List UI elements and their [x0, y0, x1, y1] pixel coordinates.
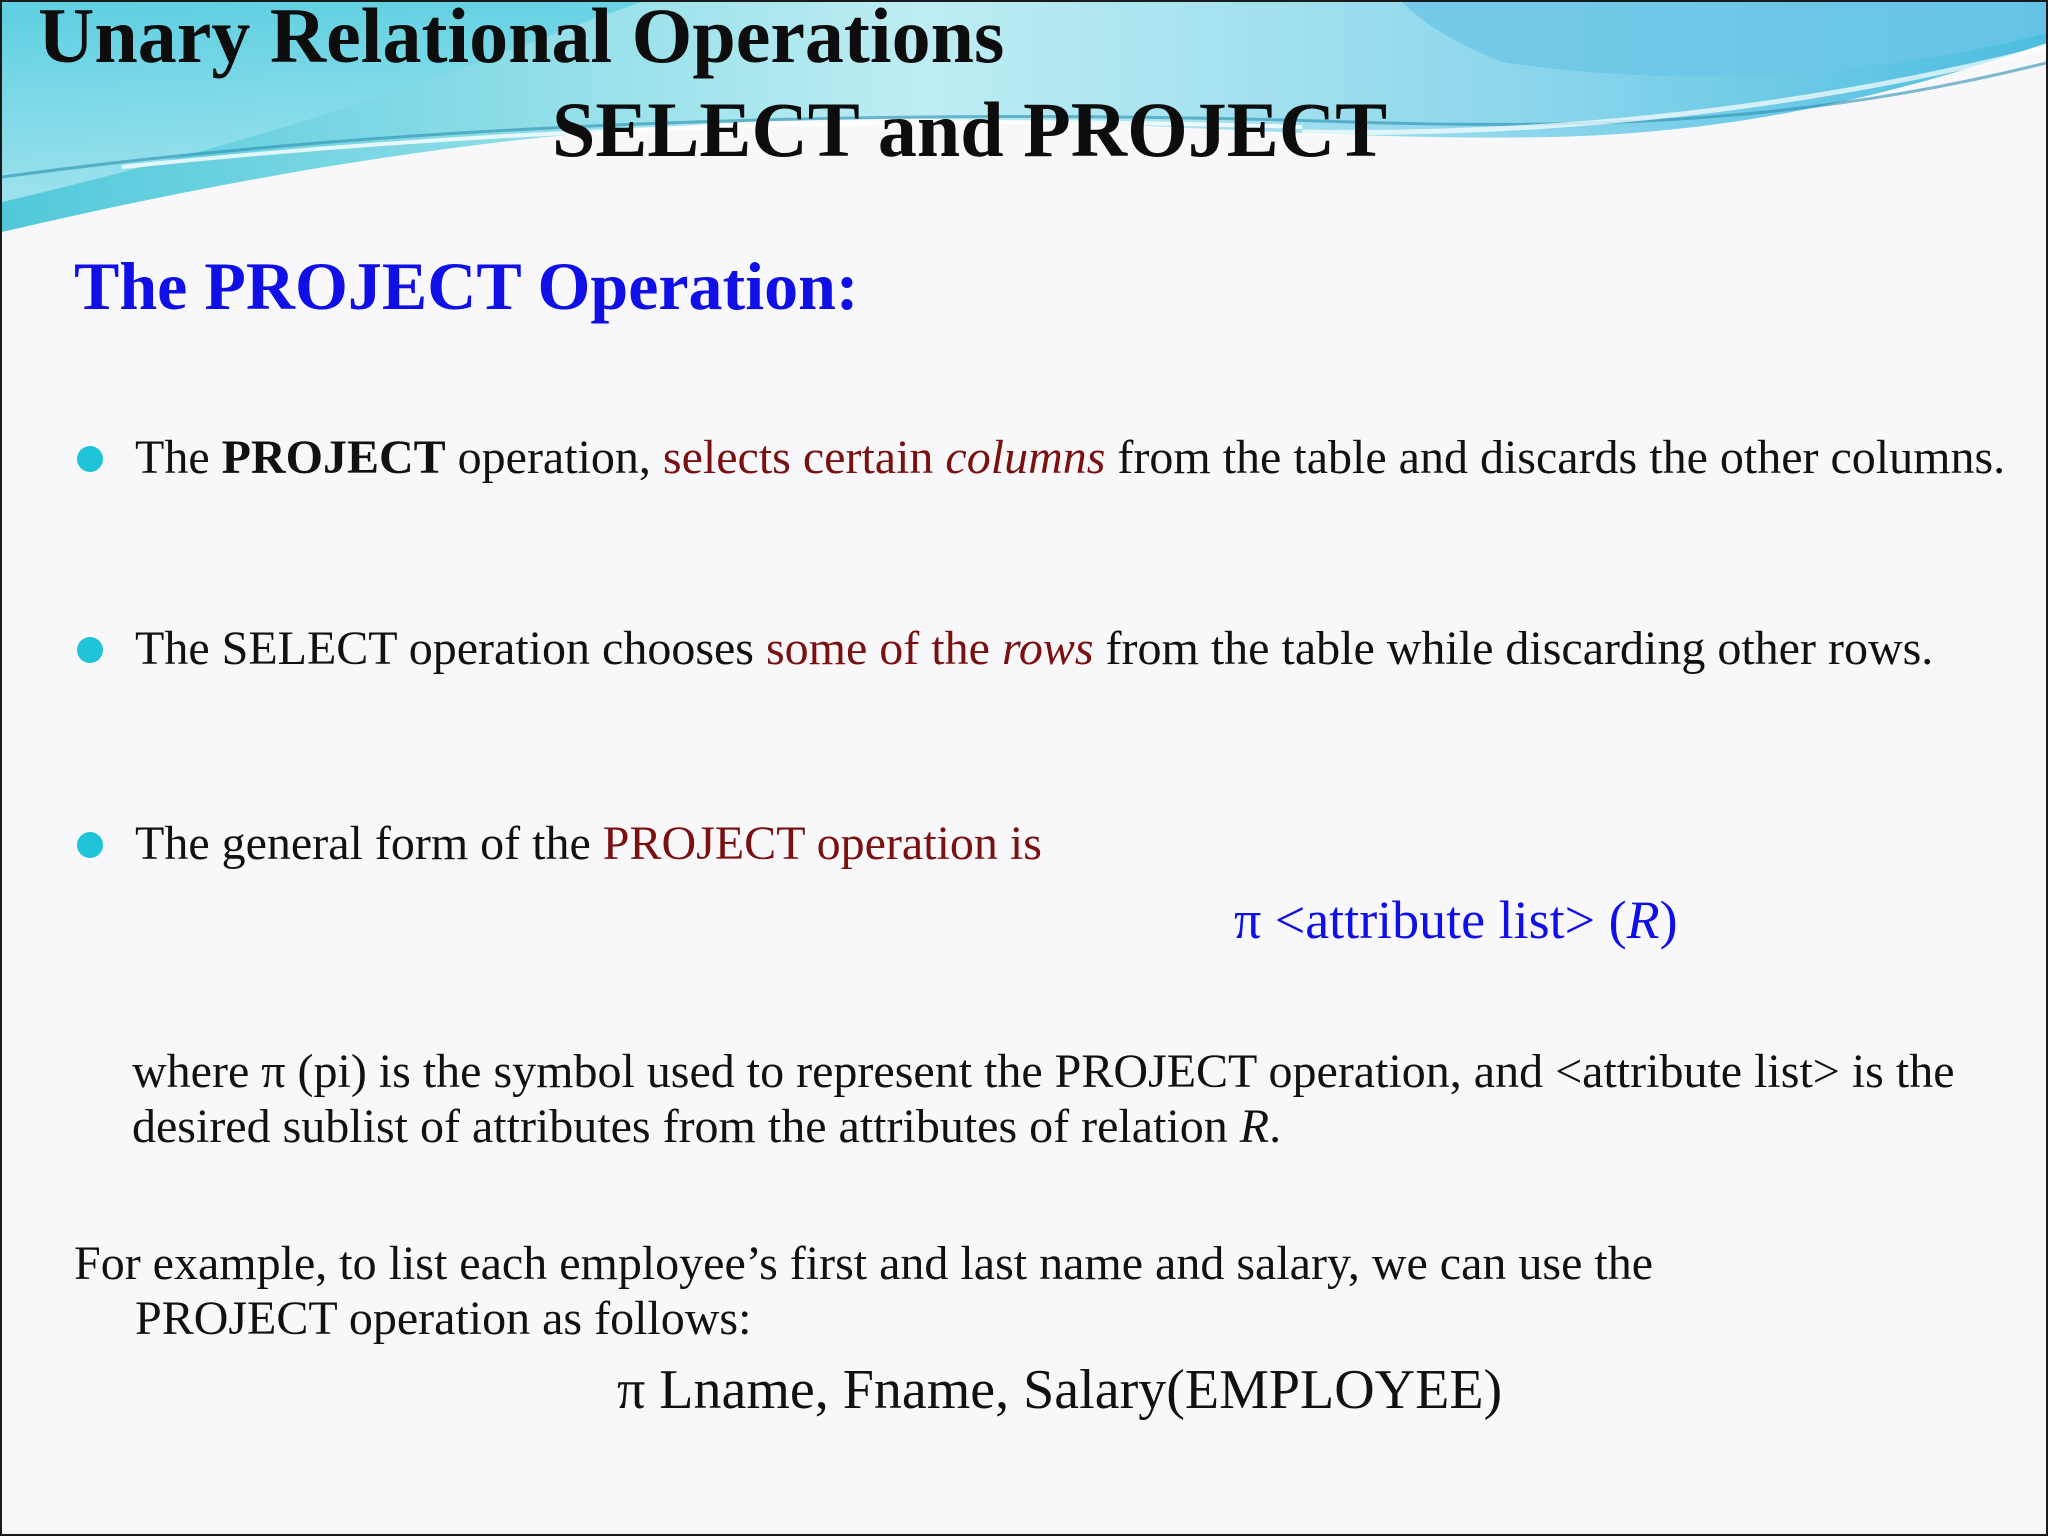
- formula-prefix: π <attribute list> (: [1234, 890, 1627, 950]
- where-text: where π (pi) is the symbol used to represent the PROJECT operation, and <attribute list> is the desired sublist of attributes from the attributes of relation: [132, 1045, 1955, 1153]
- bullet-text: The general form of the: [135, 817, 603, 870]
- bullet-highlight: some of the: [765, 622, 1002, 675]
- project-general-formula: [1234, 890, 1678, 950]
- where-end: .: [1269, 1100, 1282, 1153]
- bullet-dot-icon: [77, 446, 103, 472]
- formula-relation-var: R: [1626, 890, 1660, 950]
- bullet-text: from the table and discards the other columns.: [1105, 431, 2006, 484]
- section-heading: The PROJECT Operation:: [74, 248, 859, 324]
- slide-title-line1: Unary Relational Operations: [38, 0, 1005, 79]
- bullet-project-definition: [135, 430, 2015, 485]
- bullet-general-form: [135, 816, 2015, 871]
- bullet-highlight-italic: rows: [1001, 622, 1094, 675]
- bullet-text: The SELECT operation chooses: [135, 622, 766, 675]
- bullet-select-comparison: [135, 621, 2015, 676]
- bullet-text: The: [135, 431, 222, 484]
- bullet-dot-icon: [77, 637, 103, 663]
- example-line1: For example, to list each employee’s first and last name and salary, we can use the: [74, 1237, 1654, 1290]
- where-explanation: [132, 1044, 2012, 1154]
- formula-suffix: ): [1659, 890, 1678, 950]
- bullet-highlight: selects certain: [662, 431, 946, 484]
- bullet-dot-icon: [77, 832, 103, 858]
- bullet-bold-term: PROJECT: [221, 431, 446, 484]
- bullet-highlight: PROJECT operation is: [602, 817, 1042, 870]
- example-paragraph: [74, 1236, 1974, 1346]
- bullet-text: from the table while discarding other rows.: [1093, 622, 1934, 675]
- bullet-text: operation,: [445, 431, 663, 484]
- example-formula: π Lname, Fname, Salary(EMPLOYEE): [617, 1359, 1503, 1421]
- bullet-highlight-italic: columns: [945, 431, 1106, 484]
- slide-title-line2: SELECT and PROJECT: [552, 86, 1388, 173]
- where-relation-var: R: [1239, 1100, 1270, 1153]
- example-line2: PROJECT operation as follows:: [135, 1292, 752, 1345]
